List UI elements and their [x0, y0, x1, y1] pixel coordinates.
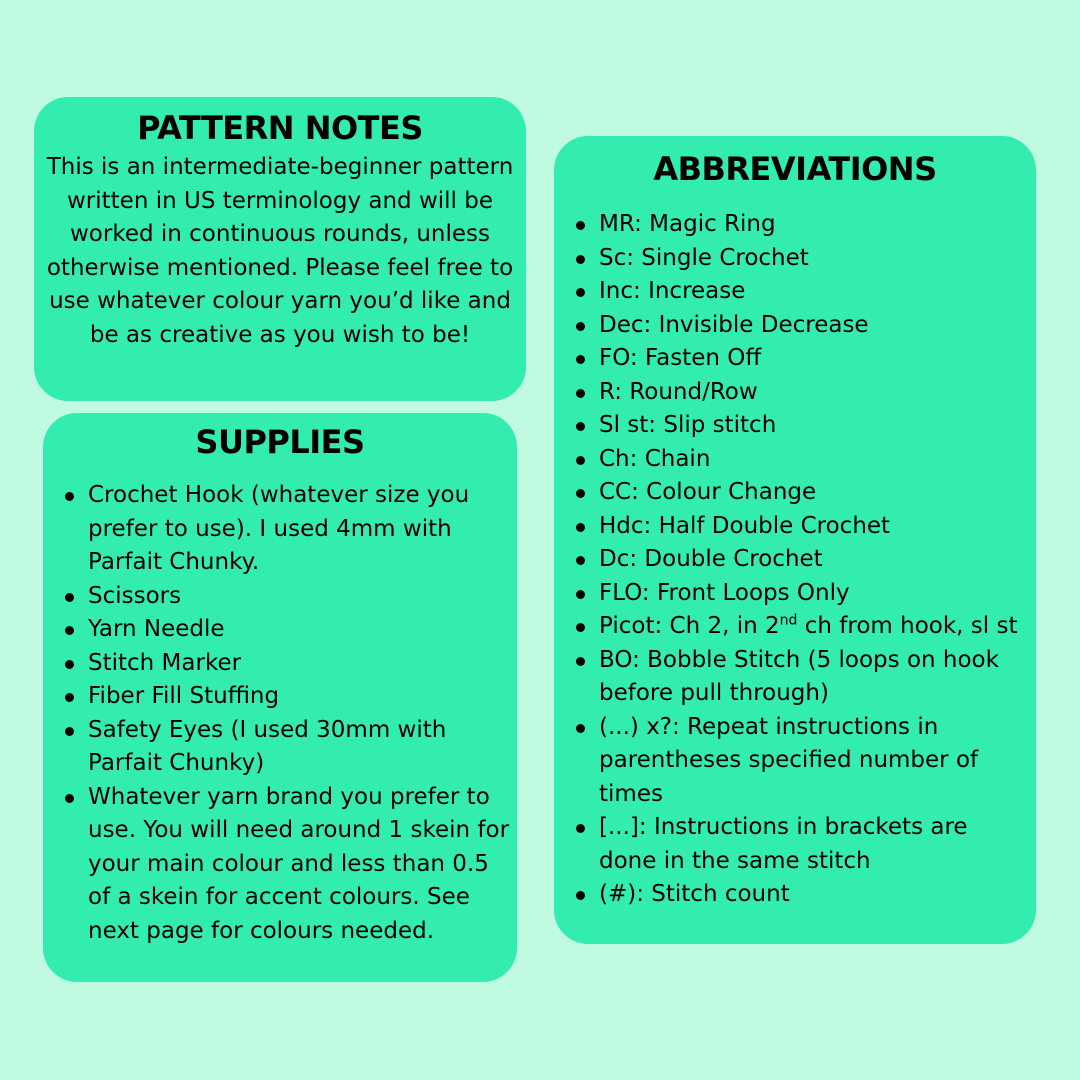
list-item: [554, 409, 1036, 443]
bullet-icon: [576, 322, 585, 331]
abbreviation-text: Sc: Single Crochet: [599, 244, 809, 271]
bullet-icon: [576, 657, 585, 666]
bullet-icon: [576, 221, 585, 230]
abbreviation-text: (#): Stitch count: [599, 881, 790, 907]
bullet-icon: [65, 626, 74, 635]
abbreviation-text: CC: Colour Change: [599, 479, 817, 505]
supplies-card: [43, 413, 517, 982]
list-item: [43, 580, 517, 614]
list-item: [554, 543, 1036, 577]
bullet-icon: [576, 590, 585, 599]
list-item: [43, 714, 517, 781]
bullet-icon: [576, 523, 585, 532]
abbreviation-text: Sl st: Slip stitch: [599, 412, 777, 438]
list-item: [554, 577, 1036, 611]
bullet-icon: [576, 288, 585, 297]
supplies-title: SUPPLIES: [195, 423, 365, 461]
list-item: [554, 309, 1036, 343]
pattern-notes-title: PATTERN NOTES: [137, 109, 423, 147]
pattern-notes-body: This is an intermediate-beginner pattern written in US terminology and will be worked in continuous rounds, unless otherwise mentioned. Please feel free to use whatever colour yarn you’d like and be as creative as you wish to be!: [46, 154, 514, 348]
bullet-icon: [65, 492, 74, 501]
bullet-icon: [576, 824, 585, 833]
list-item: [554, 208, 1036, 242]
bullet-icon: [576, 422, 585, 431]
list-item: [554, 811, 1036, 878]
bullet-icon: [65, 593, 74, 602]
abbreviation-text: Dec: Invisible Decrease: [599, 311, 869, 338]
bullet-icon: [65, 794, 74, 803]
bullet-icon: [65, 660, 74, 669]
pattern-notes-card: [34, 97, 526, 401]
abbreviation-text: FO: Fasten Off: [599, 345, 762, 371]
abbreviations-card: [554, 136, 1036, 944]
abbreviation-text: [...]: Instructions in brackets are done in the same stitch: [599, 814, 968, 874]
abbreviation-text: Picot: Ch 2, in 2: [599, 613, 780, 639]
supply-text: Whatever yarn brand you prefer to use. You will need around 1 skein for your main colour and less than 0.5 of a skein for accent colours. See next page for colours needed.: [88, 783, 510, 944]
abbreviations-title: ABBREVIATIONS: [653, 150, 937, 188]
list-item: [554, 610, 1036, 644]
abbreviation-text-rest: ch from hook, sl st: [797, 613, 1018, 639]
supply-text: Fiber Fill Stuffing: [88, 683, 280, 709]
abbreviation-text: MR: Magic Ring: [599, 211, 776, 237]
abbreviation-text: BO: Bobble Stitch (5 loops on hook before pull through): [599, 646, 999, 706]
list-item: [43, 647, 517, 681]
abbreviation-text: Dc: Double Crochet: [599, 546, 823, 572]
list-item: [43, 479, 517, 580]
supply-text: Crochet Hook (whatever size you prefer to use). I used 4mm with Parfait Chunky.: [88, 482, 470, 575]
list-item: [554, 476, 1036, 510]
abbreviation-text: (...) x?: Repeat instructions in parentheses specified number of times: [599, 713, 979, 807]
abbreviation-text: Hdc: Half Double Crochet: [599, 512, 891, 539]
list-item: [554, 242, 1036, 276]
bullet-icon: [576, 456, 585, 465]
list-item: [554, 443, 1036, 477]
abbreviations-list: [554, 208, 1036, 912]
abbreviation-text: Inc: Increase: [599, 278, 746, 304]
list-item: [554, 342, 1036, 376]
list-item: [554, 878, 1036, 912]
supply-text: Stitch Marker: [88, 649, 242, 676]
list-item: [554, 644, 1036, 711]
list-item: [554, 711, 1036, 812]
list-item: [43, 680, 517, 714]
supply-text: Safety Eyes (I used 30mm with Parfait Chunky): [88, 716, 447, 776]
bullet-icon: [576, 724, 585, 733]
list-item: [43, 613, 517, 647]
bullet-icon: [576, 355, 585, 364]
list-item: [43, 781, 517, 949]
abbreviation-text: R: Round/Row: [599, 378, 758, 405]
bullet-icon: [576, 255, 585, 264]
abbreviation-text: Ch: Chain: [599, 445, 711, 472]
bullet-icon: [576, 389, 585, 398]
supply-text: Yarn Needle: [88, 616, 225, 642]
supplies-list: [43, 479, 517, 948]
bullet-icon: [65, 727, 74, 736]
list-item: [554, 275, 1036, 309]
bullet-icon: [576, 891, 585, 900]
abbreviation-text: FLO: Front Loops Only: [599, 579, 850, 606]
supply-text: Scissors: [88, 582, 182, 609]
bullet-icon: [576, 623, 585, 632]
bullet-icon: [65, 693, 74, 702]
superscript-nd: nd: [779, 612, 798, 629]
bullet-icon: [576, 489, 585, 498]
list-item: [554, 376, 1036, 410]
bullet-icon: [576, 556, 585, 565]
list-item: [554, 510, 1036, 544]
